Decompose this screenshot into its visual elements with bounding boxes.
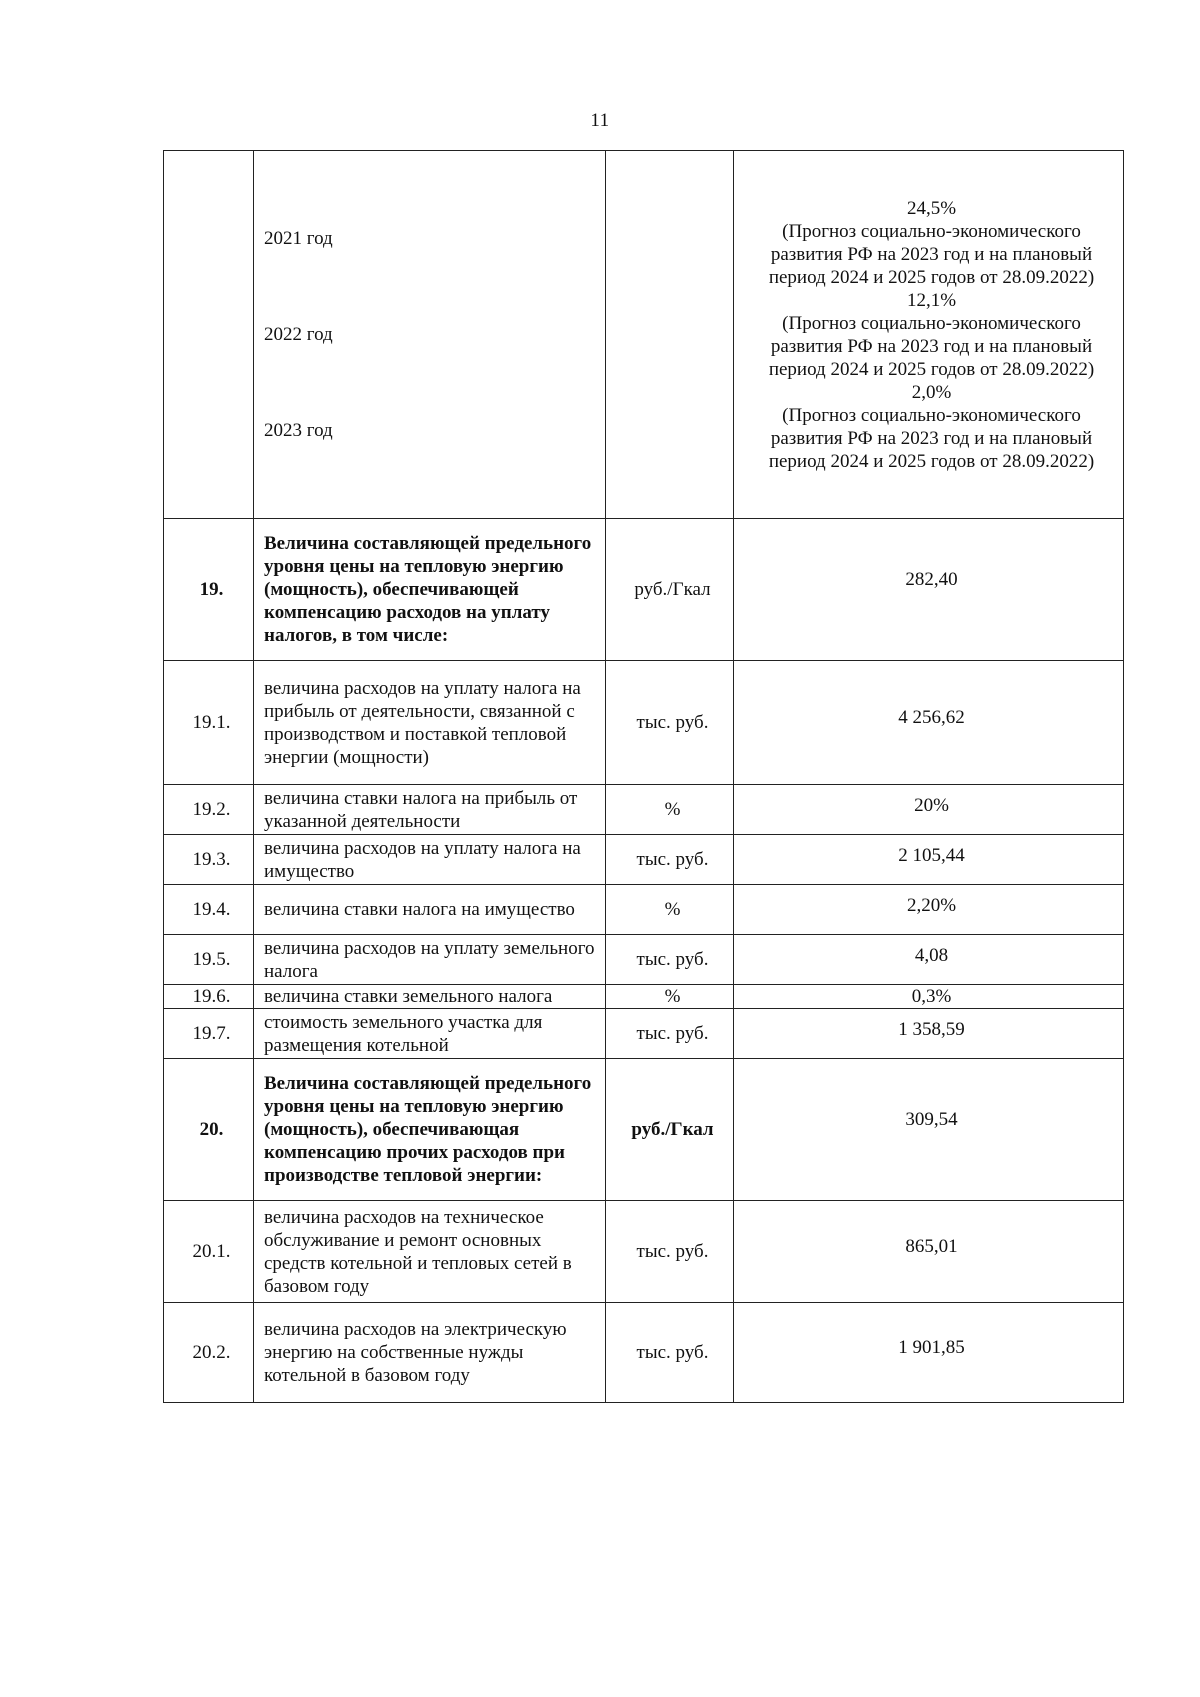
row-name: величина расходов на уплату налога на имущество xyxy=(254,835,606,885)
year-label: 2023 год xyxy=(264,420,333,441)
unit-cell xyxy=(606,151,734,519)
row-value: 1 358,59 xyxy=(734,1009,1124,1059)
table-row xyxy=(164,1201,1124,1303)
table-row xyxy=(164,1009,1124,1059)
row-number: 19.5. xyxy=(164,935,254,985)
table-row xyxy=(164,785,1124,835)
row-unit: тыс. руб. xyxy=(606,1009,734,1059)
row-number: 19.1. xyxy=(164,661,254,785)
forecast-note: (Прогноз социально-экономического развития РФ на 2023 год и на плановый период 2024 и 2025 годов от 28.09.2022) xyxy=(768,220,1095,288)
row-name: величина ставки земельного налога xyxy=(254,985,606,1009)
row-number: 19.3. xyxy=(164,835,254,885)
row-unit: % xyxy=(606,785,734,835)
tariff-table xyxy=(163,150,1124,1403)
row-number: 19.4. xyxy=(164,885,254,935)
table-row xyxy=(164,1059,1124,1201)
row-value: 865,01 xyxy=(734,1201,1124,1303)
row-value: 4,08 xyxy=(734,935,1124,985)
row-name: Величина составляющей предельного уровня цены на тепловую энергию (мощность), обеспечивающая компенсацию прочих расходов при производстве тепловой энергии: xyxy=(254,1059,606,1201)
table-row xyxy=(164,935,1124,985)
table-row xyxy=(164,1303,1124,1403)
row-value: 0,3% xyxy=(734,985,1124,1009)
row-unit: тыс. руб. xyxy=(606,935,734,985)
row-number: 19.6. xyxy=(164,985,254,1009)
row-value: 2,20% xyxy=(734,885,1124,935)
row-value: 309,54 xyxy=(734,1059,1124,1201)
row-num-cell xyxy=(164,151,254,519)
row-number: 19.7. xyxy=(164,1009,254,1059)
row-name: величина расходов на электрическую энергию на собственные нужды котельной в базовом году xyxy=(254,1303,606,1403)
row-unit: % xyxy=(606,985,734,1009)
table-row xyxy=(164,519,1124,661)
table-row xyxy=(164,661,1124,785)
year-label: 2022 год xyxy=(264,324,333,345)
row-value: 20% xyxy=(734,785,1124,835)
row-unit: тыс. руб. xyxy=(606,1201,734,1303)
year-label: 2021 год xyxy=(264,228,333,249)
row-name: величина расходов на уплату земельного налога xyxy=(254,935,606,985)
forecast-percent: 24,5% xyxy=(906,197,957,219)
row-unit: % xyxy=(606,885,734,935)
row-value: 2 105,44 xyxy=(734,835,1124,885)
row-unit: руб./Гкал xyxy=(606,1059,734,1201)
row-number: 19. xyxy=(164,519,254,661)
row-name: величина расходов на уплату налога на прибыль от деятельности, связанной с производством и поставкой тепловой энергии (мощности) xyxy=(254,661,606,785)
forecast-percent: 2,0% xyxy=(911,381,952,403)
row-value: 4 256,62 xyxy=(734,661,1124,785)
forecast-note: (Прогноз социально-экономического развития РФ на 2023 год и на плановый период 2024 и 2025 годов от 28.09.2022) xyxy=(768,312,1095,380)
row-number: 19.2. xyxy=(164,785,254,835)
row-value: 282,40 xyxy=(734,519,1124,661)
page-number: 11 xyxy=(590,110,610,131)
row-name: стоимость земельного участка для размещения котельной xyxy=(254,1009,606,1059)
row-name: величина ставки налога на имущество xyxy=(254,885,606,935)
row-name: величина ставки налога на прибыль от указанной деятельности xyxy=(254,785,606,835)
row-unit: руб./Гкал xyxy=(606,519,734,661)
table-row xyxy=(164,985,1124,1009)
forecast-percent: 12,1% xyxy=(906,289,957,311)
table-row-years xyxy=(164,151,1124,519)
row-unit: тыс. руб. xyxy=(606,661,734,785)
forecast-cell xyxy=(734,151,1124,519)
table-row xyxy=(164,835,1124,885)
row-value: 1 901,85 xyxy=(734,1303,1124,1403)
row-unit: тыс. руб. xyxy=(606,835,734,885)
row-number: 20. xyxy=(164,1059,254,1201)
row-number: 20.1. xyxy=(164,1201,254,1303)
row-name: величина расходов на техническое обслуживание и ремонт основных средств котельной и тепловых сетей в базовом году xyxy=(254,1201,606,1303)
row-unit: тыс. руб. xyxy=(606,1303,734,1403)
years-cell xyxy=(254,151,606,519)
row-name: Величина составляющей предельного уровня цены на тепловую энергию (мощность), обеспечивающей компенсацию расходов на уплату налогов, в том числе: xyxy=(254,519,606,661)
row-number: 20.2. xyxy=(164,1303,254,1403)
forecast-note: (Прогноз социально-экономического развития РФ на 2023 год и на плановый период 2024 и 2025 годов от 28.09.2022) xyxy=(768,404,1095,472)
table-row xyxy=(164,885,1124,935)
